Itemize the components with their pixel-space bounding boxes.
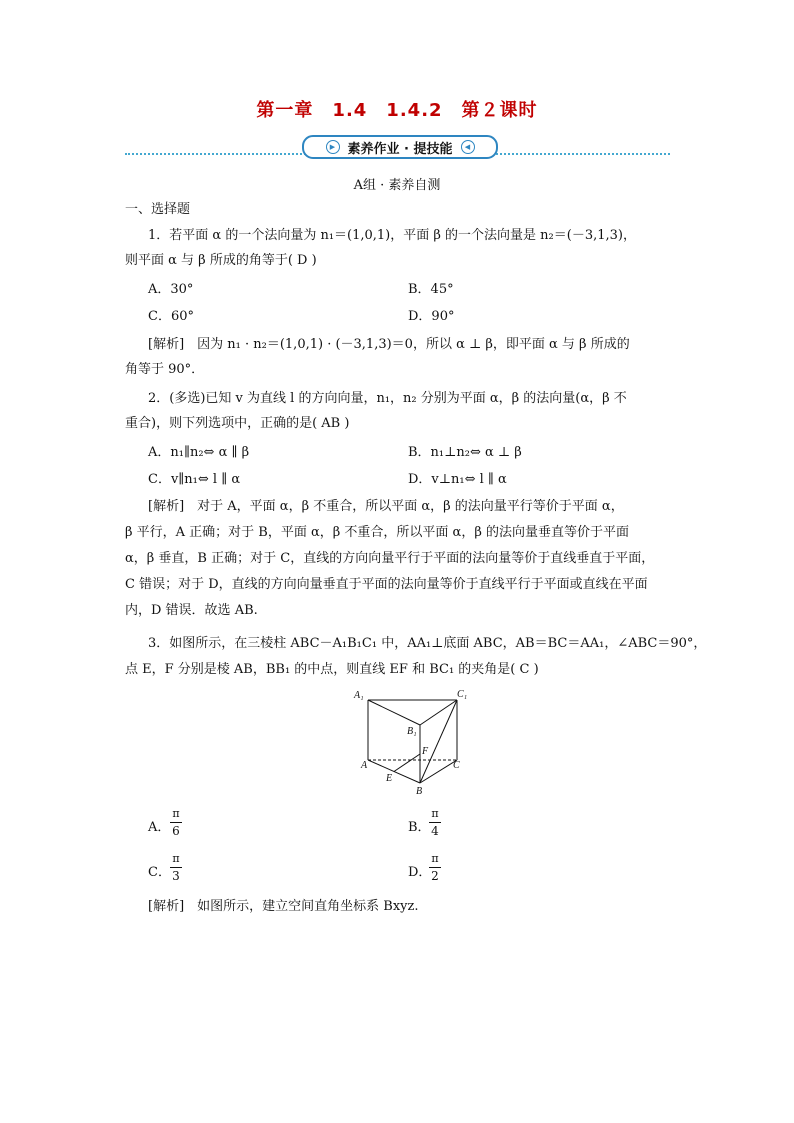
q2-solution-line2: β 平行，A 正确；对于 B，平面 α，β 不重合，所以平面 α，β 的法向量垂直等价于平面 bbox=[125, 525, 629, 540]
q1-solution-line2: 角等于 90°． bbox=[125, 362, 205, 377]
q3-option-c-label: C． bbox=[148, 865, 171, 880]
q2-solution-line4: C 错误；对于 D，直线的方向向量垂直于平面的法向量等价于直线平行于平面或直线在平面 bbox=[125, 577, 648, 592]
q2-solution-line1: [解析] 对于 A，平面 α，β 不重合，所以平面 α，β 的法向量平行等价于平面 α， bbox=[148, 499, 624, 514]
q2-text-line2: 重合)，则下列选项中，正确的是( AB ) bbox=[125, 416, 350, 431]
group-heading: A组 · 素养自测 bbox=[353, 178, 441, 193]
q1-option-d: D．90° bbox=[408, 309, 455, 324]
q3-option-d-label: D． bbox=[408, 865, 432, 880]
q1-option-a: A．30° bbox=[148, 282, 194, 297]
label-f: F bbox=[422, 746, 429, 757]
q3-option-d-den: 2 bbox=[431, 869, 439, 883]
label-a1: A₁ bbox=[354, 690, 364, 701]
label-b: B bbox=[416, 786, 423, 797]
label-b1: B₁ bbox=[407, 726, 417, 737]
banner-label: 素养作业 · 提技能 bbox=[347, 141, 453, 157]
fraction-bar bbox=[170, 822, 182, 823]
q3-option-d-fraction bbox=[429, 852, 441, 883]
q3-text-line1: 3．如图所示，在三棱柱 ABC－A₁B₁C₁ 中，AA₁⊥底面 ABC，AB＝BC＝AA₁，∠ABC＝90°， bbox=[148, 636, 707, 651]
q3-option-b-num: π bbox=[431, 807, 439, 820]
q3-option-c-den: 3 bbox=[172, 869, 180, 883]
q3-option-a-den: 6 bbox=[172, 824, 180, 838]
q2-text-line1: 2．(多选)已知 v 为直线 l 的方向向量，n₁，n₂ 分别为平面 α，β 的法向量(α，β 不 bbox=[148, 391, 627, 406]
label-a: A bbox=[361, 760, 368, 771]
section-banner bbox=[302, 135, 498, 159]
q3-option-b-den: 4 bbox=[431, 824, 439, 838]
play-left-icon: ◀ bbox=[461, 140, 475, 154]
fraction-bar bbox=[429, 867, 441, 868]
prism-figure bbox=[340, 680, 480, 802]
fraction-bar bbox=[170, 867, 182, 868]
q1-option-b: B．45° bbox=[408, 282, 454, 297]
q2-option-d: D．v⊥n₁⇔ l ∥ α bbox=[408, 472, 507, 487]
q1-option-c: C．60° bbox=[148, 309, 194, 324]
q3-option-c-fraction bbox=[170, 852, 182, 883]
q2-option-c: C．v∥n₁⇔ l ∥ α bbox=[148, 472, 241, 487]
section-heading: 一、选择题 bbox=[125, 202, 191, 217]
q3-text-line2: 点 E，F 分别是棱 AB，BB₁ 的中点，则直线 EF 和 BC₁ 的夹角是( C ) bbox=[125, 662, 539, 677]
q3-option-a-num: π bbox=[172, 807, 180, 820]
play-right-icon: ▶ bbox=[326, 140, 340, 154]
q3-solution-line1: [解析] 如图所示，建立空间直角坐标系 Bxyz. bbox=[148, 899, 419, 914]
q3-option-c-num: π bbox=[172, 852, 180, 865]
q1-solution-line1: [解析] 因为 n₁ · n₂＝(1,0,1) · (－3,1,3)＝0，所以 α ⊥ β，即平面 α 与 β 所成的 bbox=[148, 337, 630, 352]
q3-option-b-fraction bbox=[429, 807, 441, 838]
q2-option-a: A．n₁∥n₂⇔ α ∥ β bbox=[148, 445, 250, 460]
label-c: C bbox=[453, 760, 460, 771]
q2-solution-line5: 内，D 错误．故选 AB. bbox=[125, 603, 258, 618]
q3-option-d-num: π bbox=[431, 852, 439, 865]
label-e: E bbox=[386, 773, 393, 784]
q3-option-a-fraction bbox=[170, 807, 182, 838]
q3-option-a-label: A． bbox=[148, 820, 171, 835]
q1-text-line2: 则平面 α 与 β 所成的角等于( D ) bbox=[125, 253, 317, 268]
q3-option-b-label: B． bbox=[408, 820, 431, 835]
q2-option-b: B．n₁⊥n₂⇔ α ⊥ β bbox=[408, 445, 522, 460]
fraction-bar bbox=[429, 822, 441, 823]
page-title: 第一章 1.4 1.4.2 第２课时 bbox=[256, 100, 538, 121]
q2-solution-line3: α，β 垂直，B 正确；对于 C，直线的方向向量平行于平面的法向量等价于直线垂直于平面， bbox=[125, 551, 655, 566]
q1-text-line1: 1．若平面 α 的一个法向量为 n₁＝(1,0,1)，平面 β 的一个法向量是 n₂＝(－3,1,3)， bbox=[148, 228, 636, 243]
label-c1: C₁ bbox=[457, 689, 468, 700]
